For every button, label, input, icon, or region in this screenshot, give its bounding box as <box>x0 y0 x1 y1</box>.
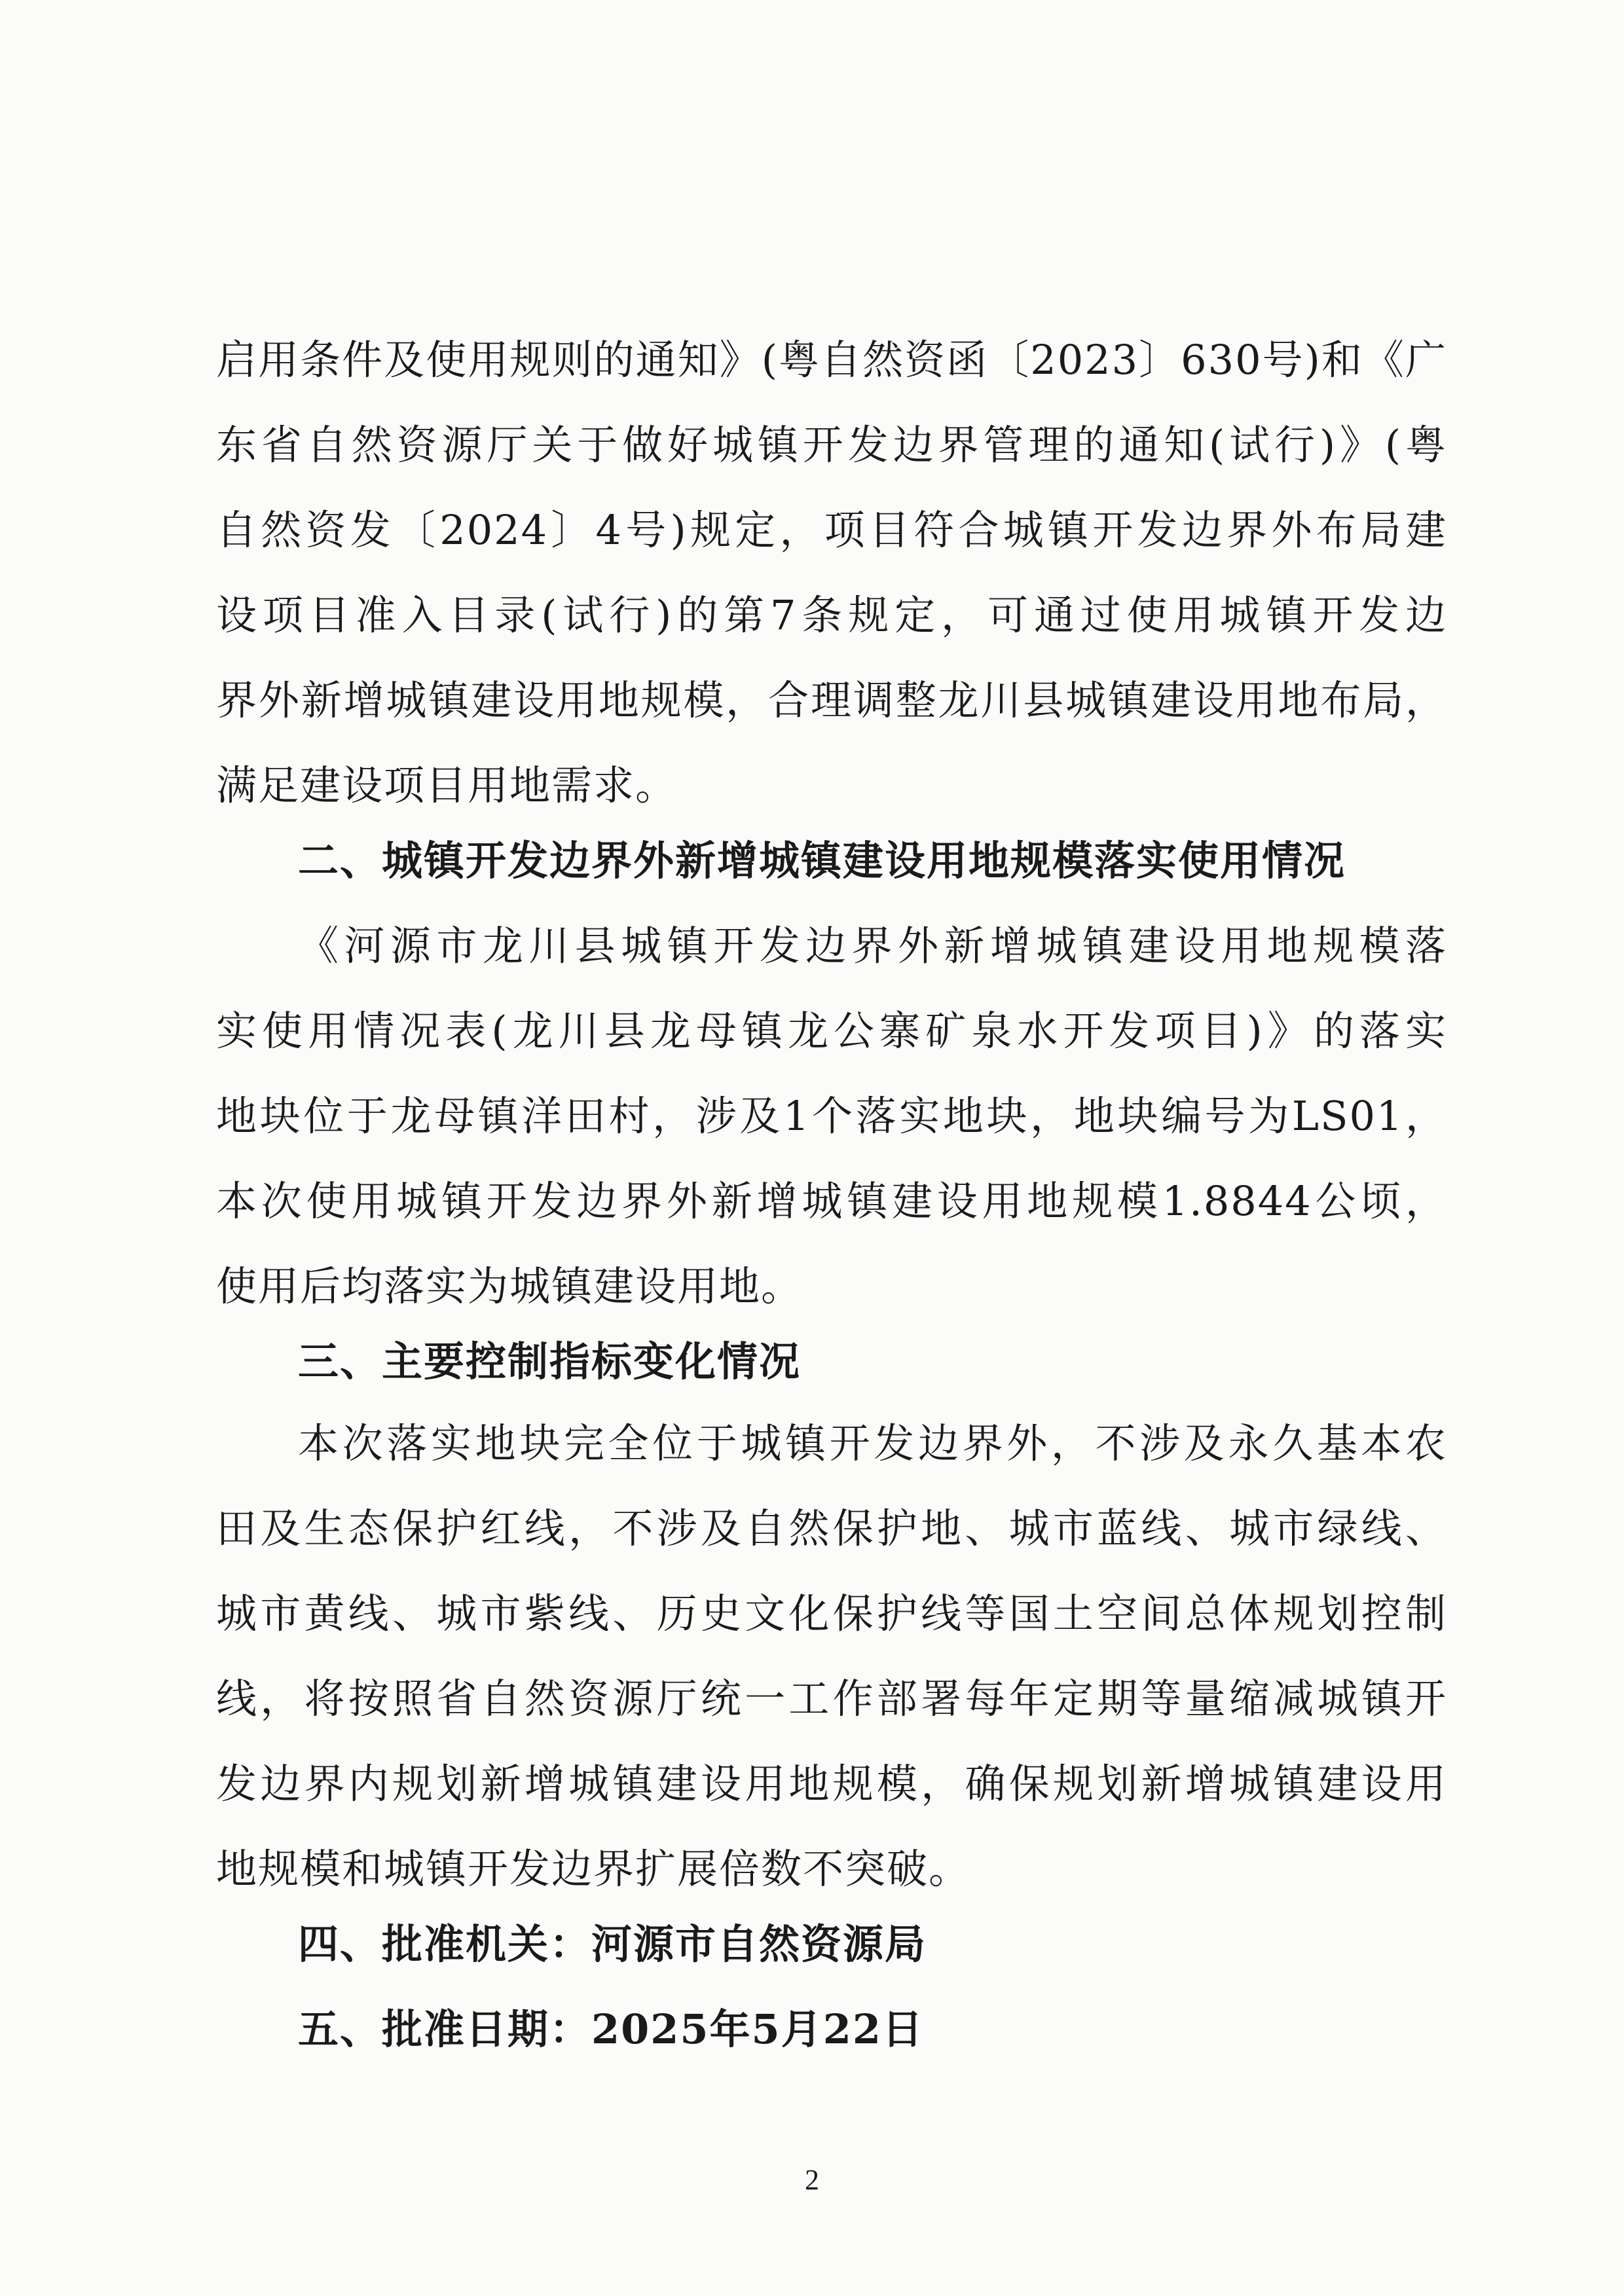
paragraph1-line-1: 启用条件及使用规则的通知》(粤自然资函〔2023〕630号)和《广 <box>216 336 1447 384</box>
paragraph1-line-3: 自然资发〔2024〕4号)规定，项目符合城镇开发边界外布局建 <box>216 506 1447 554</box>
section2-line-3: 地块位于龙母镇洋田村，涉及1个落实地块，地块编号为LS01， <box>216 1092 1447 1140</box>
section4-approval-authority: 四、批准机关：河源市自然资源局 <box>298 1920 927 1968</box>
section2-line-5: 使用后均落实为城镇建设用地。 <box>216 1262 803 1310</box>
section2-heading: 二、城镇开发边界外新增城镇建设用地规模落实使用情况 <box>298 837 1346 884</box>
paragraph1-line-5: 界外新增城镇建设用地规模，合理调整龙川县城镇建设用地布局， <box>216 676 1447 724</box>
page-number: 2 <box>805 2164 819 2196</box>
paragraph1-line-2: 东省自然资源厅关于做好城镇开发边界管理的通知(试行)》(粤 <box>216 421 1447 469</box>
section2-line-4: 本次使用城镇开发边界外新增城镇建设用地规模1.8844公顷， <box>216 1177 1447 1225</box>
paragraph1-line-6: 满足建设项目用地需求。 <box>216 761 678 809</box>
section3-line-4: 线，将按照省自然资源厅统一工作部署每年定期等量缩减城镇开 <box>216 1675 1447 1722</box>
section3-line-6: 地规模和城镇开发边界扩展倍数不突破。 <box>216 1845 971 1893</box>
section2-line-2: 实使用情况表(龙川县龙母镇龙公寨矿泉水开发项目)》的落实 <box>216 1007 1447 1055</box>
paragraph1-line-4: 设项目准入目录(试行)的第7条规定，可通过使用城镇开发边 <box>216 591 1447 639</box>
section2-line-1: 《河源市龙川县城镇开发边界外新增城镇建设用地规模落 <box>298 922 1447 970</box>
section3-line-3: 城市黄线、城市紫线、历史文化保护线等国土空间总体规划控制 <box>216 1590 1447 1637</box>
section3-heading: 三、主要控制指标变化情况 <box>298 1338 802 1385</box>
section3-line-2: 田及生态保护红线，不涉及自然保护地、城市蓝线、城市绿线、 <box>216 1504 1447 1552</box>
section3-line-5: 发边界内规划新增城镇建设用地规模，确保规划新增城镇建设用 <box>216 1760 1447 1808</box>
section3-line-1: 本次落实地块完全位于城镇开发边界外，不涉及永久基本农 <box>298 1419 1447 1467</box>
section5-approval-date: 五、批准日期：2025年5月22日 <box>298 2005 924 2053</box>
